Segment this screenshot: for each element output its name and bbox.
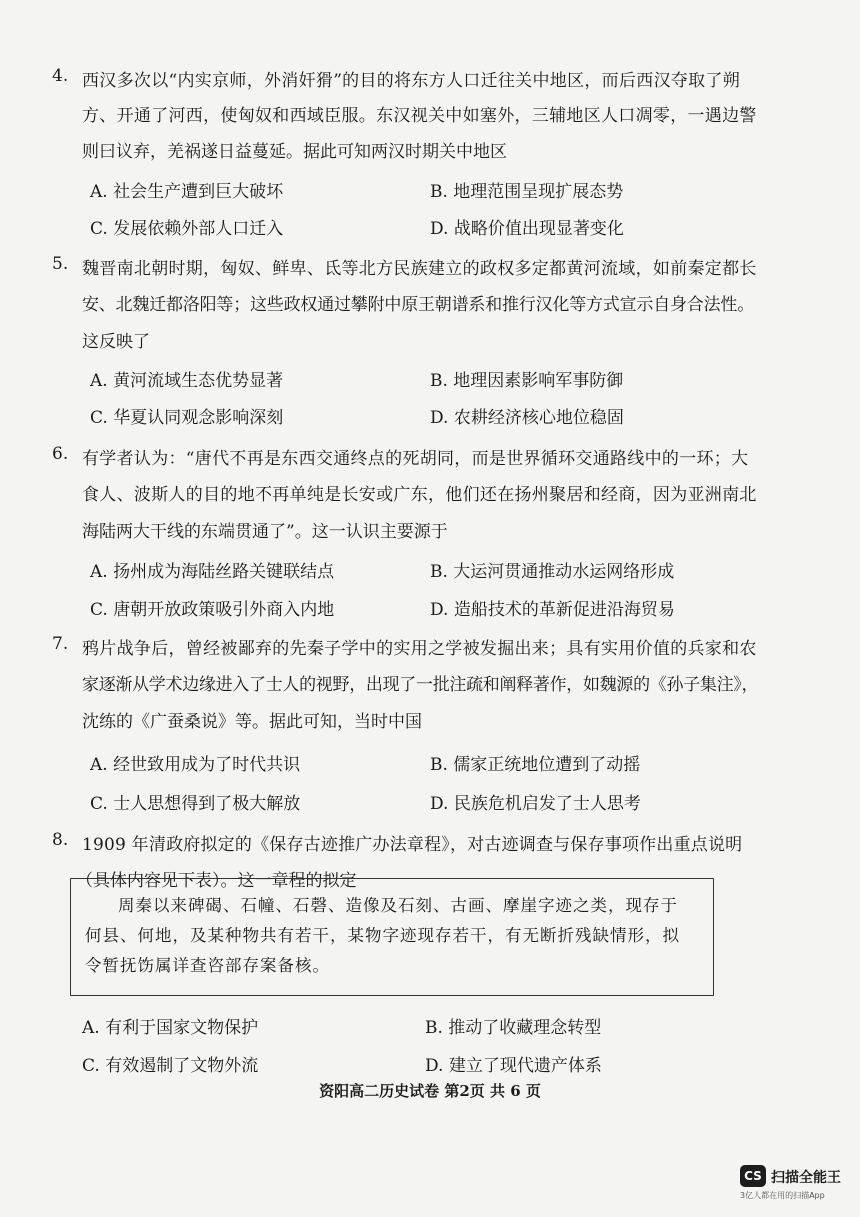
option-c: C. 士人思想得到了极大解放 <box>90 794 301 814</box>
question-number: 5. <box>52 254 69 274</box>
option-a: A. 黄河流域生态优势显著 <box>90 371 284 391</box>
question-number: 4. <box>52 66 69 86</box>
watermark-name: 扫描全能王 <box>771 1170 841 1186</box>
page-footer: 资阳高二历史试卷 第2页 共 6 页 <box>319 1082 541 1100</box>
option-c: C. 有效遏制了文物外流 <box>82 1056 259 1076</box>
question-text-line: 1909 年清政府拟定的《保存古迹推广办法章程》，对古迹调查与保存事项作出重点说明 <box>82 835 743 855</box>
option-d: D. 造船技术的革新促进沿海贸易 <box>430 600 675 620</box>
camscanner-logo-icon: CS <box>740 1165 766 1187</box>
quote-line: 令暂抚饬属详查咨部存案备核。 <box>85 956 330 975</box>
question-text-line: 西汉多次以“内实京师，外消奸猾”的目的将东方人口迁往关中地区，而后西汉夺取了朔 <box>82 71 741 91</box>
question-text-line: 安、北魏迁都洛阳等；这些政权通过攀附中原王朝谱系和推行汉化等方式宣示自身合法性。 <box>82 295 754 315</box>
option-a: A. 社会生产遭到巨大破坏 <box>90 182 284 202</box>
option-d: D. 战略价值出现显著变化 <box>430 219 624 239</box>
question-text-line: 海陆两大干线的东端贯通了”。这一认识主要源于 <box>82 522 448 542</box>
quote-line: 何县、何地，及某种物共有若干，某物字迹现存若干，有无断折残缺情形，拟 <box>85 926 680 945</box>
option-a: A. 经世致用成为了时代共识 <box>90 755 301 775</box>
watermark-tagline: 3亿人都在用的扫描App <box>740 1191 825 1200</box>
option-a: A. 扬州成为海陆丝路关键联结点 <box>90 562 335 582</box>
question-text-line: 家逐渐从学术边缘进入了士人的视野，出现了一批注疏和阐释著作，如魏源的《孙子集注》， <box>82 675 759 695</box>
option-b: B. 推动了收藏理念转型 <box>425 1018 602 1038</box>
quote-box <box>70 878 714 996</box>
quote-line: 周秦以来碑碣、石幢、石磬、造像及石刻、古画、摩崖字迹之类，现存于 <box>118 896 678 915</box>
option-b: B. 儒家正统地位遭到了动摇 <box>430 755 641 775</box>
question-text-line: 沈练的《广蚕桑说》等。据此可知，当时中国 <box>82 712 422 732</box>
question-text-line: 方、开通了河西，使匈奴和西域臣服。东汉视关中如塞外，三辅地区人口凋零，一遇边警 <box>82 106 757 126</box>
option-b: B. 地理范围呈现扩展态势 <box>430 182 624 202</box>
option-d: D. 农耕经济核心地位稳固 <box>430 408 624 428</box>
option-c: C. 唐朝开放政策吸引外商入内地 <box>90 600 335 620</box>
question-number: 6. <box>52 444 69 464</box>
question-text-line: 食人、波斯人的目的地不再单纯是长安或广东，他们还在扬州聚居和经商，因为亚洲南北 <box>82 485 757 505</box>
question-text-line: （具体内容见下表）。这一章程的拟定 <box>76 871 357 891</box>
scanner-watermark <box>740 1165 850 1205</box>
question-text-line: 则曰议弃，羌祸遂日益蔓延。据此可知两汉时期关中地区 <box>82 142 507 162</box>
question-text-line: 鸦片战争后，曾经被鄙弃的先秦子学中的实用之学被发掘出来；具有实用价值的兵家和农 <box>82 639 757 659</box>
option-b: B. 地理因素影响军事防御 <box>430 371 624 391</box>
question-number: 7. <box>52 634 69 654</box>
question-text-line: 有学者认为：“唐代不再是东西交通终点的死胡同，而是世界循环交通路线中的一环；大 <box>82 449 749 469</box>
option-d: D. 建立了现代遗产体系 <box>425 1056 602 1076</box>
option-c: C. 发展依赖外部人口迁入 <box>90 219 284 239</box>
question-text-line: 这反映了 <box>82 332 150 352</box>
option-c: C. 华夏认同观念影响深刻 <box>90 408 284 428</box>
question-text-line: 魏晋南北朝时期，匈奴、鲜卑、氐等北方民族建立的政权多定都黄河流域，如前秦定都长 <box>82 259 757 279</box>
option-b: B. 大运河贯通推动水运网络形成 <box>430 562 675 582</box>
option-d: D. 民族危机启发了士人思考 <box>430 794 641 814</box>
option-a: A. 有利于国家文物保护 <box>82 1018 259 1038</box>
question-number: 8. <box>52 830 69 850</box>
